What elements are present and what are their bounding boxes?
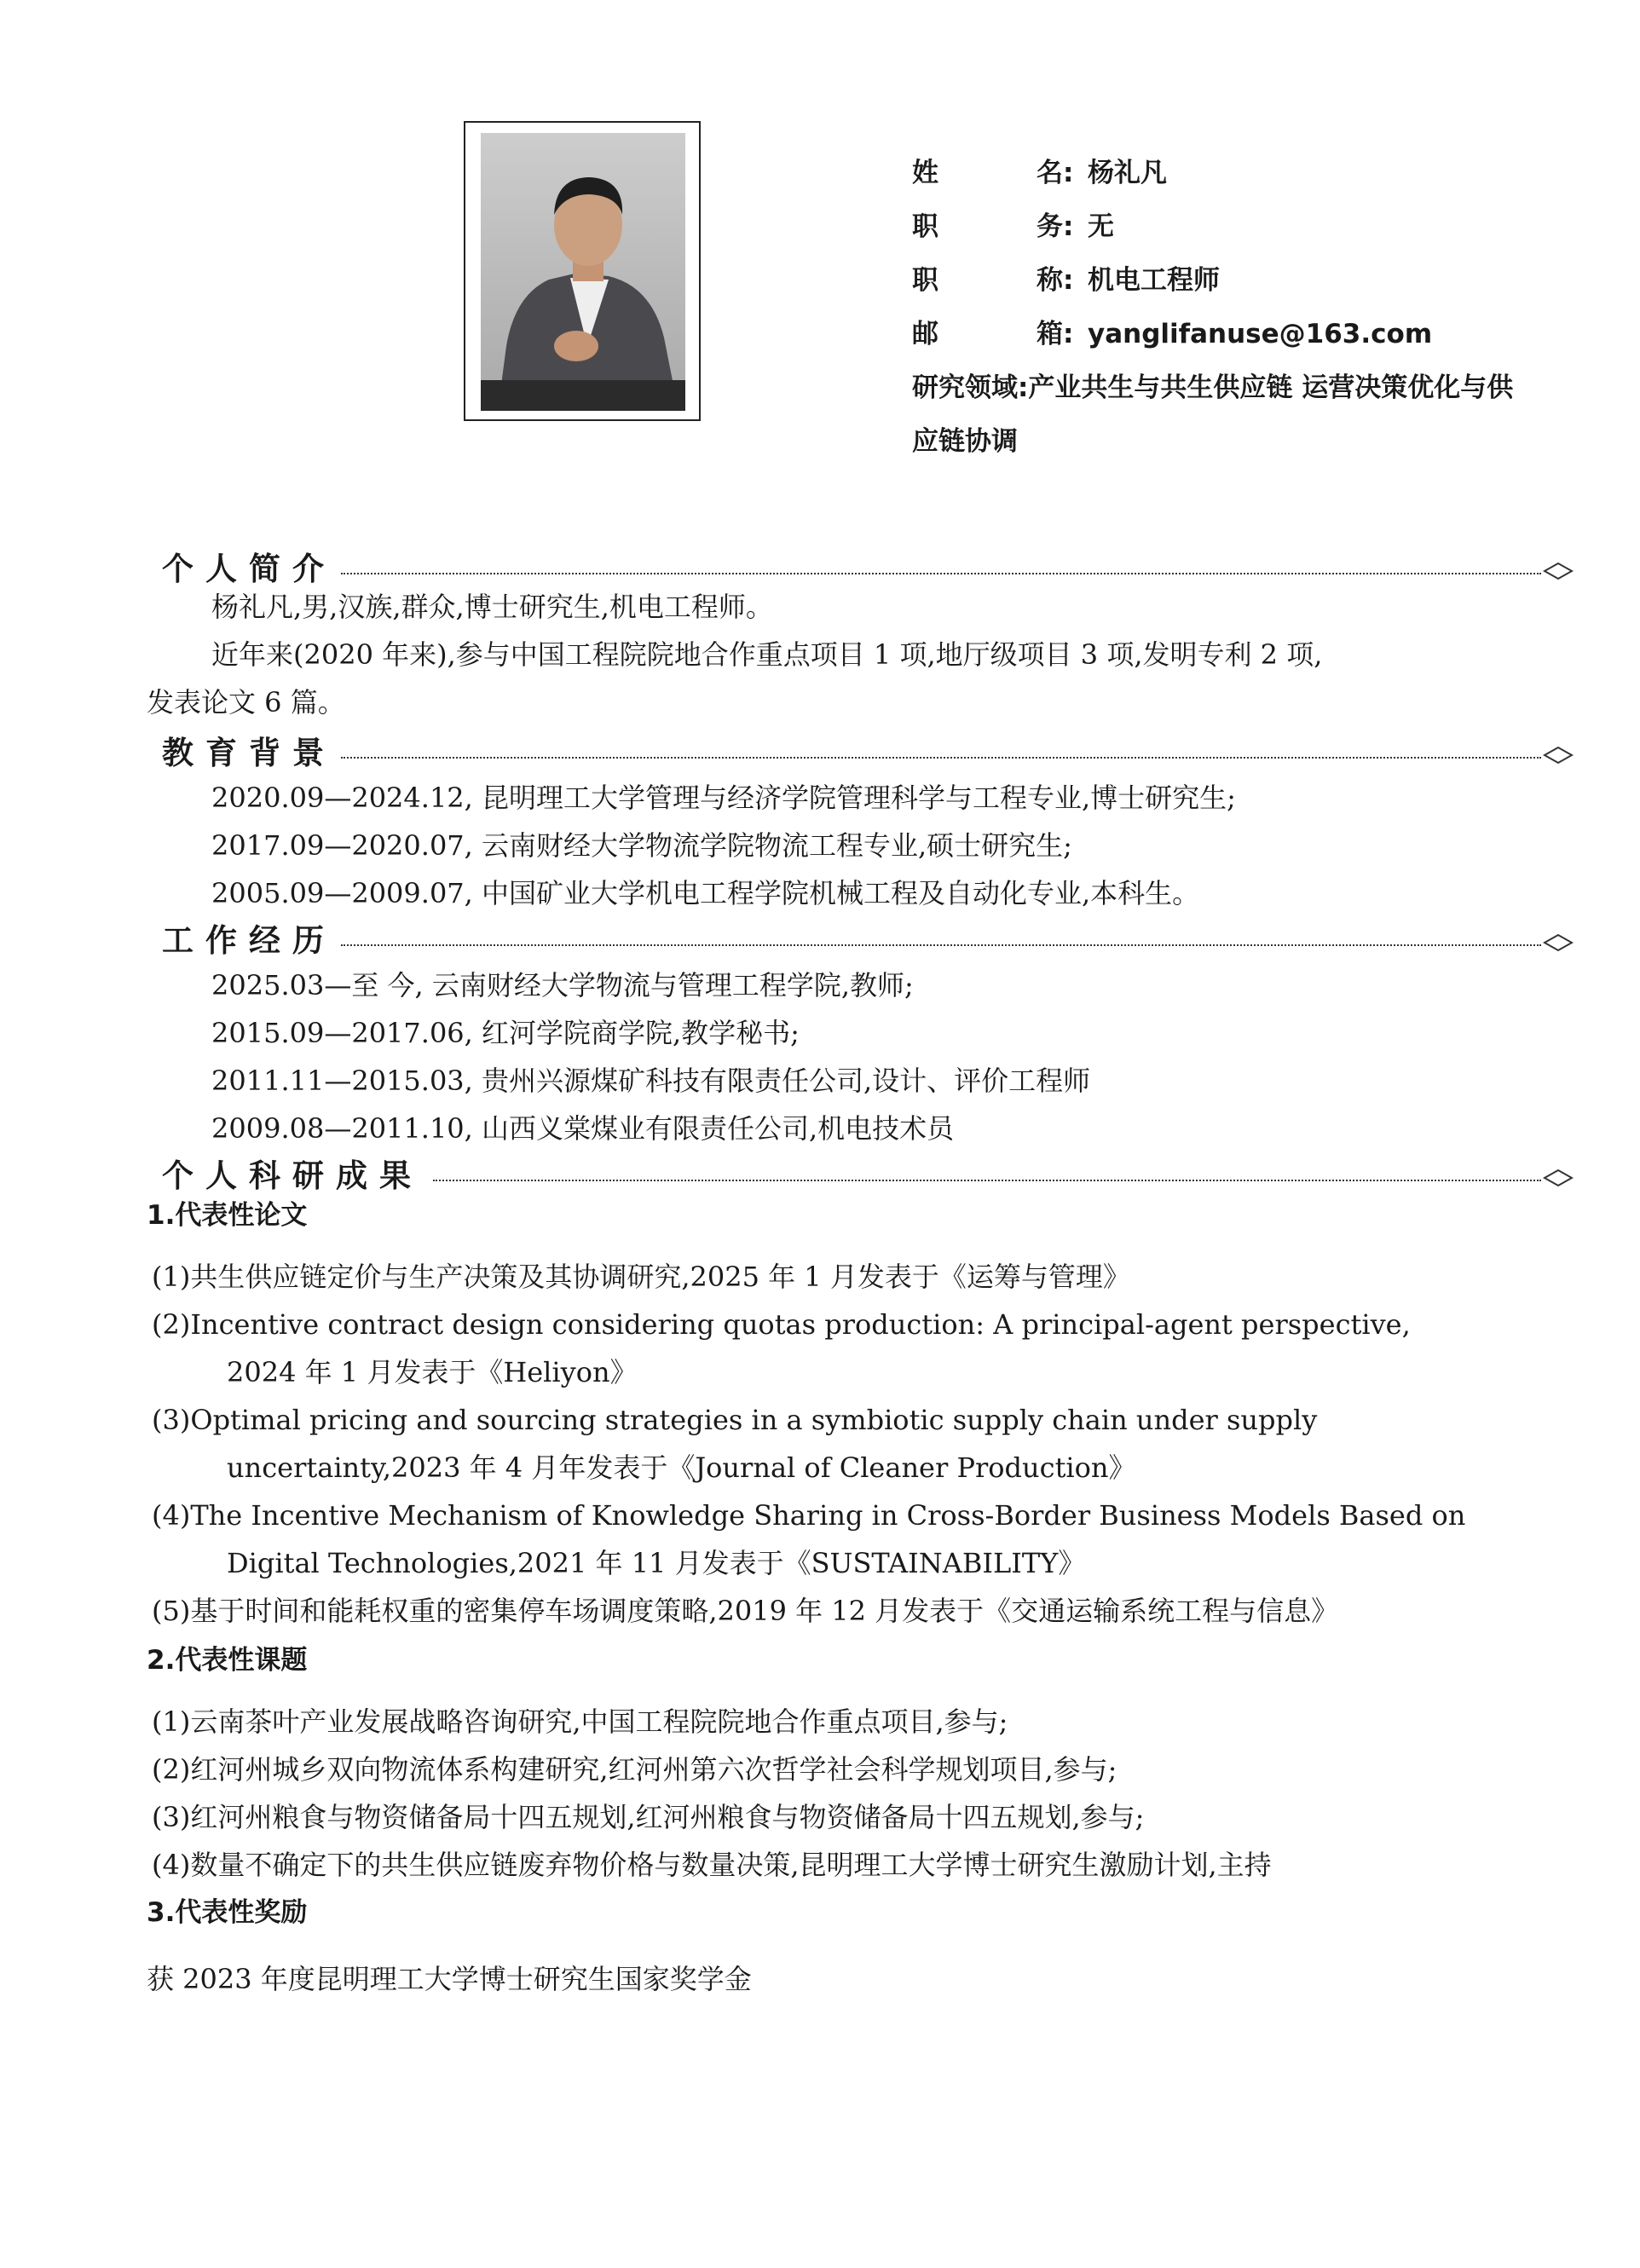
title-label-b: 称: bbox=[1037, 265, 1074, 296]
dotted-rule bbox=[341, 757, 1541, 759]
diamond-icon bbox=[1543, 745, 1574, 765]
project-item: (3)红河州粮食与物资储备局十四五规划,红河州粮食与物资储备局十四五规划,参与; bbox=[152, 1801, 1145, 1833]
projects-heading bbox=[147, 1643, 307, 1677]
dotted-rule bbox=[433, 1180, 1541, 1181]
position-label-b: 务: bbox=[1037, 211, 1074, 242]
paper-item-cont: Digital Technologies,2021 年 11 月发表于《SUSTAINABILITY》 bbox=[227, 1547, 1086, 1579]
dotted-rule bbox=[341, 944, 1541, 946]
paper-item: (3)Optimal pricing and sourcing strategies in a symbiotic supply chain under supply bbox=[152, 1404, 1318, 1436]
education-item: 2020.09—2024.12, 昆明理工大学管理与经济学院管理科学与工程专业,博士研究生; bbox=[211, 782, 1236, 814]
title-row bbox=[912, 254, 1594, 308]
work-item: 2015.09—2017.06, 红河学院商学院,教学秘书; bbox=[211, 1017, 800, 1049]
section-title: 个人科研成果 bbox=[162, 1157, 423, 1194]
email-value[interactable]: yanglifanuse@163.com bbox=[1088, 319, 1433, 349]
research-line1: 产业共生与共生供应链 运营决策优化与供 bbox=[1028, 372, 1514, 403]
project-item: (1)云南茶叶产业发展战略咨询研究,中国工程院院地合作重点项目,参与; bbox=[152, 1705, 1008, 1738]
section-title: 工作经历 bbox=[162, 922, 336, 959]
awards-heading-num: 3. bbox=[147, 1897, 176, 1928]
paper-item-cont: 2024 年 1 月发表于《Heliyon》 bbox=[227, 1356, 638, 1388]
position-row bbox=[912, 200, 1594, 254]
profile-info bbox=[912, 147, 1594, 469]
work-item: 2009.08—2011.10, 山西义棠煤业有限责任公司,机电技术员 bbox=[211, 1112, 955, 1145]
research-label: 研究领域: bbox=[912, 372, 1029, 403]
position-label-a: 职 bbox=[912, 211, 938, 242]
email-label-a: 邮 bbox=[912, 319, 938, 349]
projects-heading-text: 代表性课题 bbox=[175, 1645, 308, 1676]
name-value: 杨礼凡 bbox=[1088, 158, 1167, 188]
diamond-icon bbox=[1543, 932, 1574, 953]
name-row bbox=[912, 147, 1594, 200]
papers-heading-text: 代表性论文 bbox=[175, 1200, 308, 1231]
intro-line-2: 近年来(2020 年来),参与中国工程院院地合作重点项目 1 项,地厅级项目 3 项,发明专利 2 项, bbox=[211, 638, 1323, 671]
education-item: 2005.09—2009.07, 中国矿业大学机电工程学院机械工程及自动化专业,本科生。 bbox=[211, 877, 1200, 909]
research-field bbox=[912, 361, 1560, 469]
dotted-rule bbox=[341, 573, 1541, 574]
papers-heading-num: 1. bbox=[147, 1200, 176, 1231]
paper-item: (2)Incentive contract design considering quotas production: A principal-agent perspective, bbox=[152, 1308, 1411, 1341]
name-label-a: 姓 bbox=[912, 158, 938, 188]
intro-line-3: 发表论文 6 篇。 bbox=[147, 686, 345, 718]
section-header-intro bbox=[162, 552, 1574, 586]
profile-photo-frame bbox=[464, 121, 701, 421]
research-line2: 应链协调 bbox=[912, 426, 1018, 457]
project-item: (4)数量不确定下的共生供应链废弃物价格与数量决策,昆明理工大学博士研究生激励计划,主持 bbox=[152, 1849, 1272, 1881]
education-item: 2017.09—2020.07, 云南财经大学物流学院物流工程专业,硕士研究生; bbox=[211, 829, 1072, 862]
papers-heading bbox=[147, 1198, 307, 1232]
section-title: 个人简介 bbox=[162, 551, 336, 587]
title-label-a: 职 bbox=[912, 265, 938, 296]
intro-line-1: 杨礼凡,男,汉族,群众,博士研究生,机电工程师。 bbox=[211, 591, 773, 623]
section-header-work bbox=[162, 924, 1574, 958]
section-title: 教育背景 bbox=[162, 735, 336, 771]
award-item: 获 2023 年度昆明理工大学博士研究生国家奖学金 bbox=[147, 1963, 752, 1995]
portrait-illustration bbox=[481, 133, 685, 411]
awards-heading-text: 代表性奖励 bbox=[175, 1897, 308, 1928]
email-row bbox=[912, 308, 1594, 361]
profile-photo bbox=[481, 133, 685, 411]
paper-item: (5)基于时间和能耗权重的密集停车场调度策略,2019 年 12 月发表于《交通运输系统工程与信息》 bbox=[152, 1595, 1339, 1627]
paper-item: (1)共生供应链定价与生产决策及其协调研究,2025 年 1 月发表于《运筹与管理》 bbox=[152, 1261, 1130, 1293]
section-header-education bbox=[162, 736, 1574, 770]
work-item: 2025.03—至 今, 云南财经大学物流与管理工程学院,教师; bbox=[211, 969, 914, 1001]
name-label-b: 名: bbox=[1037, 158, 1074, 188]
projects-heading-num: 2. bbox=[147, 1645, 176, 1676]
diamond-icon bbox=[1543, 561, 1574, 581]
paper-item: (4)The Incentive Mechanism of Knowledge Sharing in Cross-Border Business Models Based on bbox=[152, 1499, 1466, 1532]
section-header-research bbox=[162, 1159, 1574, 1193]
title-value: 机电工程师 bbox=[1088, 265, 1220, 296]
email-label-b: 箱: bbox=[1037, 319, 1074, 349]
awards-heading bbox=[147, 1896, 307, 1930]
diamond-icon bbox=[1543, 1168, 1574, 1188]
work-item: 2011.11—2015.03, 贵州兴源煤矿科技有限责任公司,设计、评价工程师 bbox=[211, 1065, 1091, 1097]
paper-item-cont: uncertainty,2023 年 4 月年发表于《Journal of Cleaner Production》 bbox=[227, 1451, 1136, 1484]
position-value: 无 bbox=[1088, 211, 1114, 242]
project-item: (2)红河州城乡双向物流体系构建研究,红河州第六次哲学社会科学规划项目,参与; bbox=[152, 1753, 1117, 1786]
